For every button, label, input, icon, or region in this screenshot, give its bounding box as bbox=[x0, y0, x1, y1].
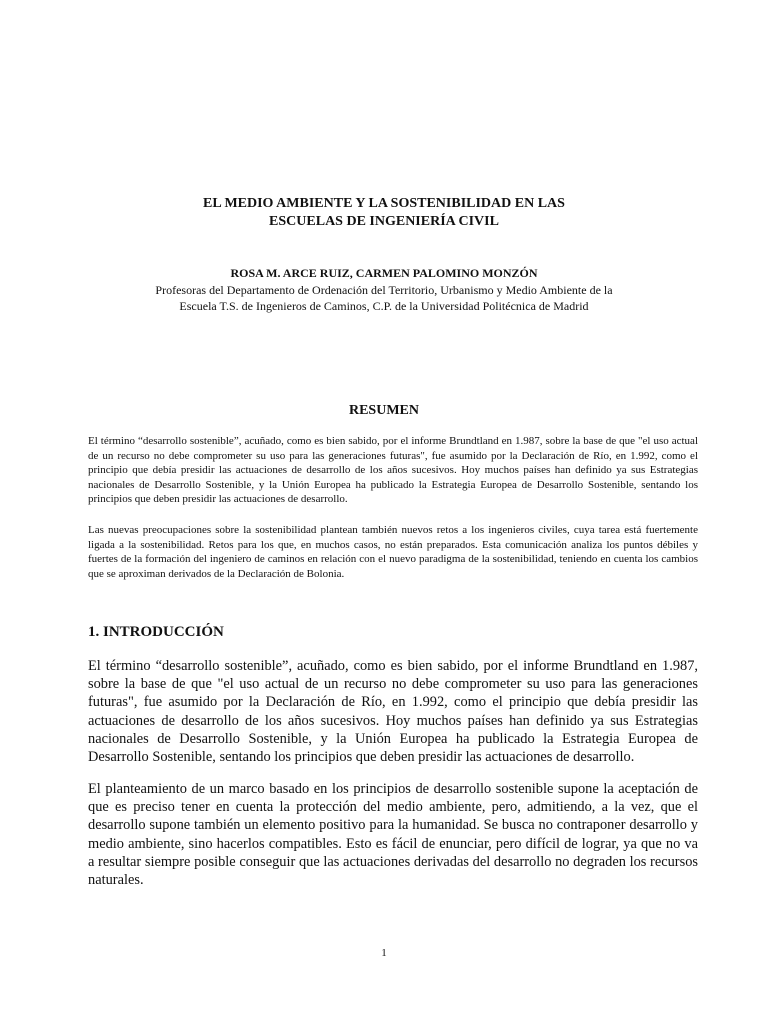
document-title bbox=[0, 195, 768, 231]
section-heading-introduction: 1. INTRODUCCIÓN bbox=[88, 624, 224, 640]
body-paragraph-1: El término “desarrollo sostenible”, acuñado, como es bien sabido, por el informe Brundtland en 1.987, sobre la base de que "el uso actual de un recurso no debe comprometer su uso para las generaciones futuras", fue asumido por la Declaración de Río, en 1.992, como el principio que debía presidir las actuaciones de desarrollo de los años sucesivos. Hoy muchos países han definido ya sus Estrategias nacionales de Desarrollo Sostenible, y la Unión Europea ha publicado la Estrategia Europea de Desarrollo Sostenible, sentando los principios que deben presidir las actuaciones de desarrollo. bbox=[88, 658, 698, 766]
abstract-paragraph-2: Las nuevas preocupaciones sobre la sostenibilidad plantean también nuevos retos a los ingenieros civiles, cuya tarea está fuertemente ligada a la sostenibilidad. Retos para los que, en muchos casos, no están preparados. Esta comunicación analiza los puntos débiles y fuertes de la formación del ingeniero de caminos en relación con el nuevo paradigma de la sostenibilidad, teniendo en cuenta los cambios que se aproximan derivados de la Declaración de Bolonia. bbox=[88, 524, 698, 580]
page-number: 1 bbox=[381, 947, 387, 959]
affiliation-line-1: Profesoras del Departamento de Ordenación del Territorio, Urbanismo y Medio Ambiente de la bbox=[155, 283, 613, 297]
title-line-2: ESCUELAS DE INGENIERÍA CIVIL bbox=[269, 214, 499, 229]
author-names: ROSA M. ARCE RUIZ, CARMEN PALOMINO MONZÓN bbox=[230, 266, 538, 280]
author-affiliation bbox=[0, 282, 768, 314]
body-paragraph-2: El planteamiento de un marco basado en los principios de desarrollo sostenible supone la aceptación de que es preciso tener en cuenta la protección del medio ambiente, pero, admitiendo, a la vez, que el desarrollo supone también un elemento positivo para la humanidad. Se busca no contraponer desarrollo y medio ambiente, sino hacerlos compatibles. Esto es fácil de enunciar, pero difícil de lograr, ya que no va a resultar siempre posible conseguir que las actuaciones derivadas del desarrollo no degraden los recursos naturales. bbox=[88, 781, 698, 889]
abstract-heading: RESUMEN bbox=[348, 403, 419, 418]
affiliation-line-2: Escuela T.S. de Ingenieros de Caminos, C.P. de la Universidad Politécnica de Madrid bbox=[179, 299, 589, 313]
title-line-1: EL MEDIO AMBIENTE Y LA SOSTENIBILIDAD EN LAS bbox=[203, 196, 565, 211]
abstract-paragraph-1: El término “desarrollo sostenible”, acuñado, como es bien sabido, por el informe Brundtland en 1.987, sobre la base de que "el uso actual de un recurso no debe comprometer su uso para las generaciones futuras", fue asumido por la Declaración de Río, en 1.992, como el principio que debía presidir las actuaciones de desarrollo de los años sucesivos. Hoy muchos países han definido ya sus Estrategias nacionales de Desarrollo Sostenible, y la Unión Europea ha publicado la Estrategia Europea de Desarrollo Sostenible, sentando los principios que deben presidir las actuaciones de desarrollo. bbox=[88, 435, 698, 505]
